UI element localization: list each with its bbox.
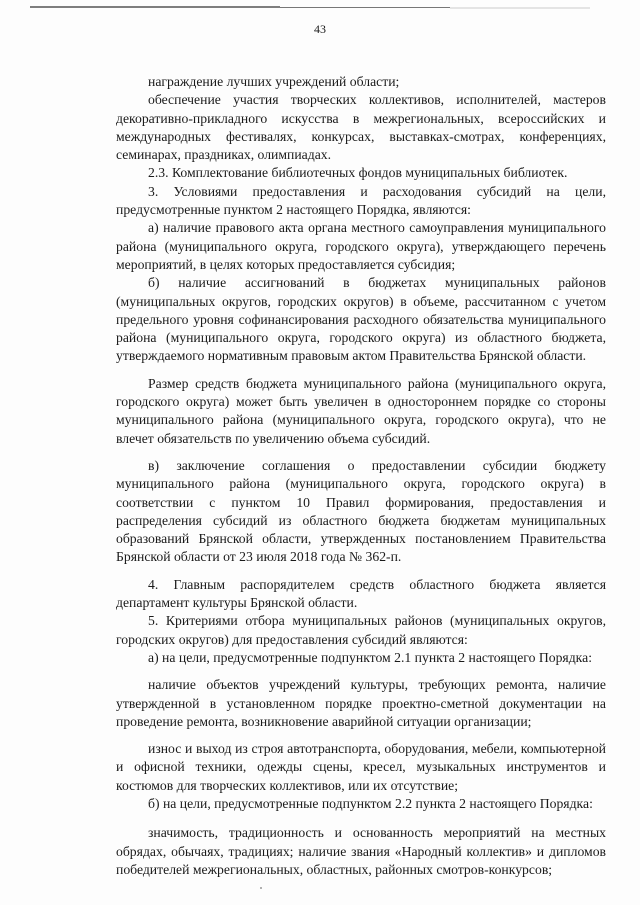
paragraph: в) заключение соглашения о предоставлении субсидии бюджету муниципального района (муниципального округа, городского округа) в соответствии с пунктом 10 Правил формирования, предоставления и распределения субсидий из областного бюджета бюджетам муниципальных образований Брянской области, утвержденных постановлением Правительства Брянской области от 23 июля 2018 года № 362-п. [116, 457, 606, 565]
paragraph: 4. Главным распорядителем средств областного бюджета является департамент культуры Брянской области. [116, 576, 606, 611]
scan-speck [260, 887, 262, 889]
paragraph: б) на цели, предусмотренные подпунктом 2.2 пункта 2 настоящего Порядка: [148, 795, 593, 811]
paragraph: награждение лучших учреждений области; [148, 74, 400, 89]
paragraph: а) на цели, предусмотренные подпунктом 2.1 пункта 2 настоящего Порядка: [148, 649, 592, 665]
document-body [116, 73, 606, 879]
paragraph: износ и выход из строя автотранспорта, оборудования, мебели, компьютерной и офисной техники, одежды сцены, кресел, музыкальных инструментов и костюмов для творческих коллективов, или их отсутствие; [116, 741, 606, 793]
page-number: 43 [314, 22, 326, 36]
paragraph: 2.3. Комплектование библиотечных фондов муниципальных библиотек. [148, 165, 568, 181]
paragraph: значимость, традиционность и основанность мероприятий на местных обрядах, обычаях, традициях; наличие звания «Народный коллектив» и дипломов победителей межрегиональных, областных, районных смотров-конкурсов; [116, 825, 606, 877]
paragraph: наличие объектов учреждений культуры, требующих ремонта, наличие утвержденной в установленном порядке проектно-сметной документации на проведение ремонта, возникновение аварийной ситуации организации; [116, 677, 606, 729]
paragraph: а) наличие правового акта органа местного самоуправления муниципального района (муниципального округа, городского округа), утверждающего перечень мероприятий, в целях которых предоставляется субсидия; [116, 220, 606, 272]
paragraph: б) наличие ассигнований в бюджетах муниципальных районов (муниципальных округов, городских округов) в объеме, рассчитанном с учетом предельного уровня софинансирования расходного обязательства муниципального района (муниципального округа, городского округа) из областного бюджета, утверждаемого нормативным правовым актом Правительства Брянской области. [116, 275, 606, 364]
paragraph: Размер средств бюджета муниципального района (муниципального округа, городского округа) может быть увеличен в одностороннем порядке со стороны муниципального района (муниципального округа, городского округа), что не влечет обязательств по увеличению объема субсидий. [116, 375, 606, 446]
scan-artifact-line [30, 6, 590, 10]
paragraph: 5. Критериями отбора муниципальных районов (муниципальных округов, городских округов) для предоставления субсидий являются: [116, 613, 606, 647]
paragraph: 3. Условиями предоставления и расходования субсидий на цели, предусмотренные пунктом 2 настоящего Порядка, являются: [116, 183, 606, 218]
paragraph: обеспечение участия творческих коллективов, исполнителей, мастеров декоративно-прикладного искусства в межрегиональных, всероссийских и международных фестивалях, конкурсах, выставках-смотрах, конференциях, семинарах, праздниках, олимпиадах. [116, 92, 606, 163]
